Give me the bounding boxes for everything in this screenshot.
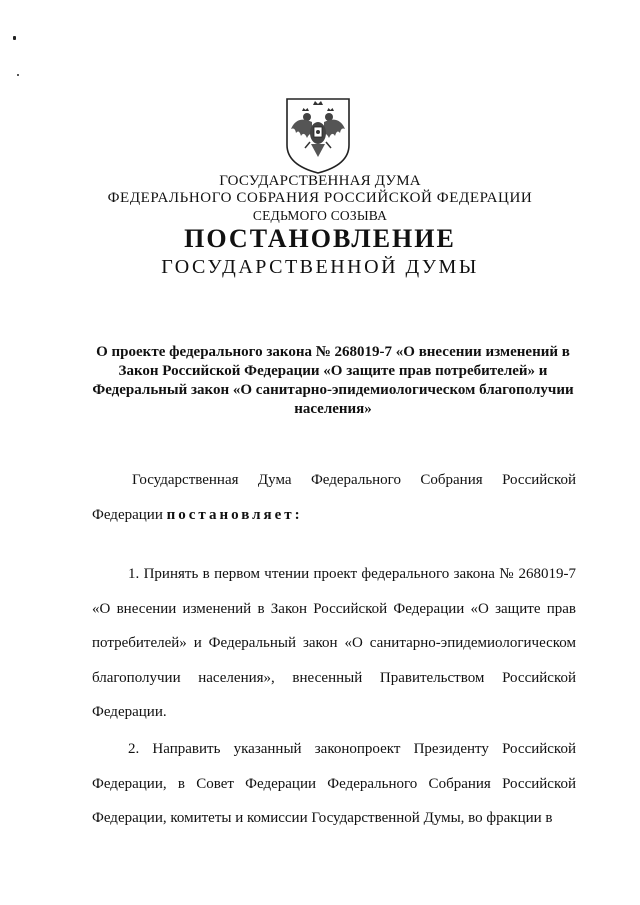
scan-mark [17,74,19,76]
header-line-assembly: ФЕДЕРАЛЬНОГО СОБРАНИЯ РОССИЙСКОЙ ФЕДЕРАЦИИ [107,190,533,206]
preamble-paragraph [92,463,576,532]
scan-mark [13,36,16,40]
item-2-paragraph: 2. Направить указанный законопроект Президенту Российской Федерации, в Совет Федерации Федерального Собрания Российской Федерации, комитеты и комиссии Государственной Думы, во фракции в [92,741,576,826]
coat-of-arms-icon [283,95,353,175]
header-line-duma: ГОСУДАРСТВЕННАЯ ДУМА [219,173,421,189]
header-line-convocation: СЕДЬМОГО СОЗЫВА [252,208,388,223]
document-subject: О проекте федерального закона № 268019-7 «О внесении изменений в Закон Российской Федерации «О защите прав потребителей» и Федеральный закон «О санитарно-эпидемиологическом благополучии населения» [92,344,574,417]
item-1-paragraph: 1. Принять в первом чтении проект федерального закона № 268019-7 «О внесении изменений в Закон Российской Федерации «О защите прав потребителей» и Федеральный закон «О санитарно-эпидемиологическом благополучии населения», внесенный Правительством Российской Федерации. [92,566,576,720]
document-title: ПОСТАНОВЛЕНИЕ [184,224,456,253]
preamble-action: постановляет: [166,506,303,523]
preamble-text: Государственная Дума Федерального Собрания Российской Федерации [92,472,576,523]
document-subtitle: ГОСУДАРСТВЕННОЙ ДУМЫ [161,256,479,278]
